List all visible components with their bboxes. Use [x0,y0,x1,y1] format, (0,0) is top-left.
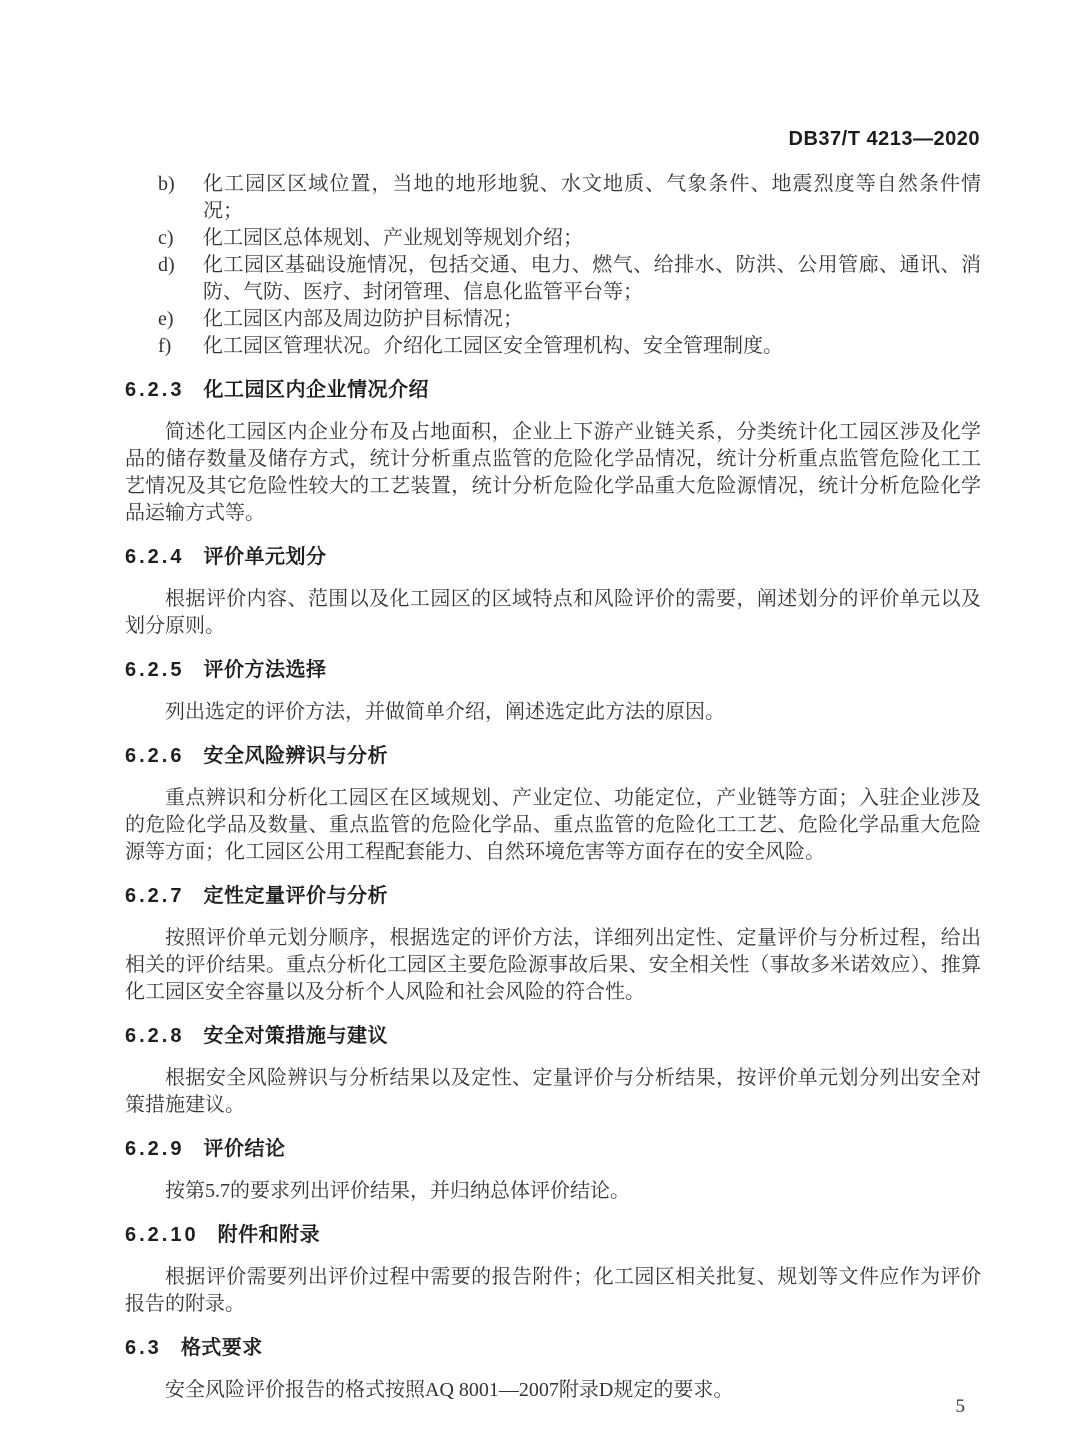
section-6-2-10 [125,1222,981,1318]
list-item [125,171,981,225]
section-number: 6.2.5 [125,659,185,681]
list-item-text: 化工园区总体规划、产业规划等规划介绍； [203,227,583,249]
section-title: 评价方法选择 [203,659,327,681]
page-content [125,171,981,1404]
section-number: 6.2.8 [125,1025,185,1047]
section-heading [125,883,981,910]
standard-code-header: DB37/T 4213—2020 [788,128,980,150]
section-number: 6.2.4 [125,546,185,568]
section-paragraph: 简述化工园区内企业分布及占地面积，企业上下游产业链关系，分类统计化工园区涉及化学品的储存数量及储存方式，统计分析重点监管的危险化学品情况，统计分析重点监管危险化工工艺情况及其它危险性较大的工艺装置，统计分析危险化学品重大危险源情况，统计分析危险化学品运输方式等。 [125,421,981,524]
section-paragraph: 根据安全风险辨识与分析结果以及定性、定量评价与分析结果，按评价单元划分列出安全对策措施建议。 [125,1067,981,1116]
section-6-2-4 [125,544,981,640]
section-6-3 [125,1335,981,1404]
section-paragraph: 列出选定的评价方法，并做简单介绍，阐述选定此方法的原因。 [165,701,725,723]
section-title: 评价结论 [203,1138,286,1160]
list-item-marker: d) [158,254,175,276]
section-title: 安全风险辨识与分析 [203,745,388,767]
section-number: 6.2.3 [125,379,185,401]
section-paragraph: 按照评价单元划分顺序，根据选定的评价方法，详细列出定性、定量评价与分析过程，给出相关的评价结果。重点分析化工园区主要危险源事故后果、安全相关性（事故多米诺效应）、推算化工园区安全容量以及分析个人风险和社会风险的符合性。 [125,927,981,1003]
section-6-2-9 [125,1136,981,1205]
section-number: 6.2.6 [125,745,185,767]
section-heading [125,544,981,571]
section-heading [125,743,981,770]
section-6-2-7 [125,883,981,1006]
section-number: 6.2.7 [125,885,185,907]
section-number: 6.2.9 [125,1138,185,1160]
section-number: 6.2.10 [125,1224,199,1246]
section-6-2-8 [125,1023,981,1119]
list-item-text: 化工园区基础设施情况，包括交通、电力、燃气、给排水、防洪、公用管廊、通讯、消防、气防、医疗、封闭管理、信息化监管平台等； [203,254,981,303]
section-heading [125,1023,981,1050]
list-item-marker: b) [158,173,175,195]
section-paragraph: 安全风险评价报告的格式按照AQ 8001—2007附录D规定的要求。 [165,1379,734,1401]
list-item-text: 化工园区区域位置，当地的地形地貌、水文地质、气象条件、地震烈度等自然条件情况； [203,173,981,222]
list-item-marker: c) [158,227,174,249]
list-item-marker: e) [158,308,174,330]
section-title: 定性定量评价与分析 [203,885,388,907]
section-paragraph: 重点辨识和分析化工园区在区域规划、产业定位、功能定位，产业链等方面；入驻企业涉及的危险化学品及数量、重点监管的危险化学品、重点监管的危险化工工艺、危险化学品重大危险源等方面；化工园区公用工程配套能力、自然环境危害等方面存在的安全风险。 [125,787,981,863]
lettered-list [125,171,981,360]
section-6-2-5 [125,657,981,726]
section-heading [125,657,981,684]
list-item-marker: f) [158,335,172,357]
section-paragraph: 按第5.7的要求列出评价结果，并归纳总体评价结论。 [165,1180,630,1202]
list-item [125,333,981,360]
section-paragraph: 根据评价需要列出评价过程中需要的报告附件；化工园区相关批复、规划等文件应作为评价报告的附录。 [125,1266,981,1315]
section-title: 附件和附录 [217,1224,321,1246]
list-item [125,225,981,252]
section-title: 安全对策措施与建议 [203,1025,388,1047]
section-heading [125,1335,981,1362]
list-item [125,306,981,333]
section-number: 6.3 [125,1337,162,1359]
list-item-text: 化工园区管理状况。介绍化工园区安全管理机构、安全管理制度。 [203,335,783,357]
section-heading [125,1222,981,1249]
section-6-2-6 [125,743,981,866]
list-item [125,252,981,306]
section-paragraph: 根据评价内容、范围以及化工园区的区域特点和风险评价的需要，阐述划分的评价单元以及划分原则。 [125,588,981,637]
section-6-2-3 [125,377,981,527]
section-title: 评价单元划分 [203,546,327,568]
page-number: 5 [955,1396,965,1417]
section-heading [125,377,981,404]
section-heading [125,1136,981,1163]
list-item-text: 化工园区内部及周边防护目标情况； [203,308,523,330]
section-title: 化工园区内企业情况介绍 [203,379,429,401]
section-title: 格式要求 [180,1337,263,1359]
